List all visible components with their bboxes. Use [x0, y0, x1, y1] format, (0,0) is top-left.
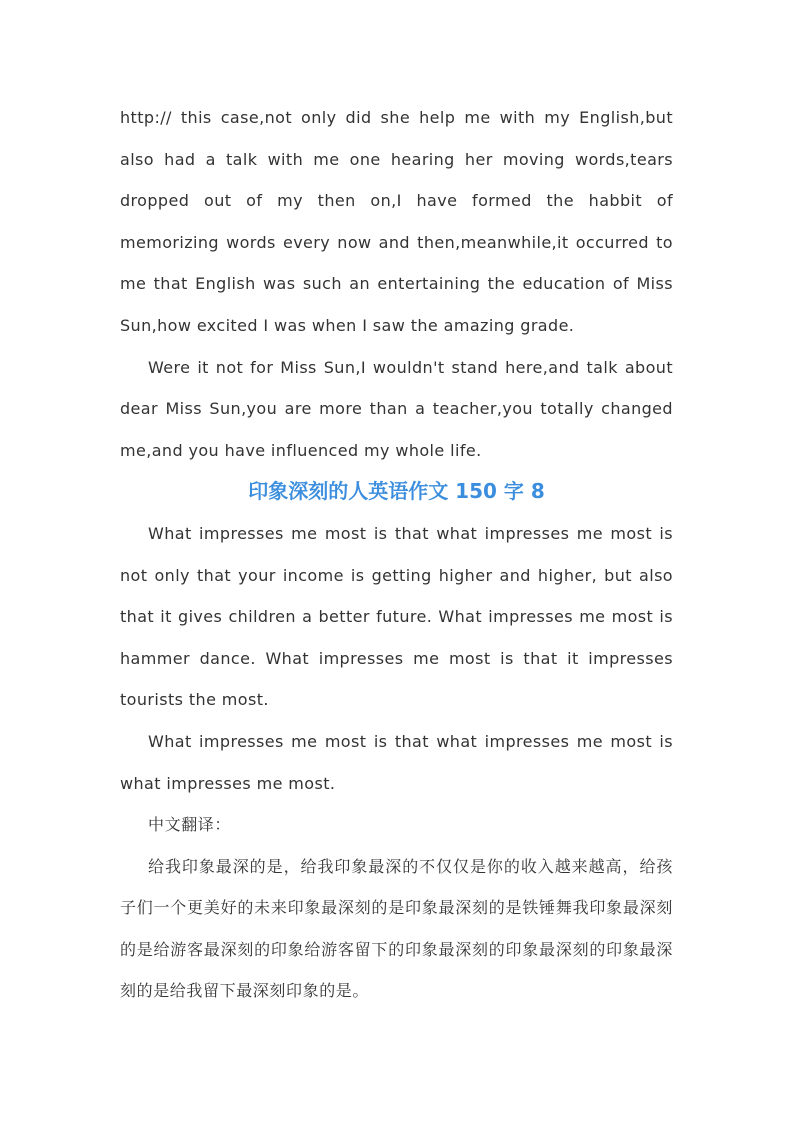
- paragraph-miss-sun-conclusion: Were it not for Miss Sun,I wouldn't stand here,and talk about dear Miss Sun,you are more than a teacher,you totally changed me,and you have influenced my whole life.: [120, 357, 673, 460]
- paragraph-impresses-me-most: What impresses me most is that what impresses me most is not only that your income is getting higher and higher, but also that it gives children a better future. What impresses me most is hammer dance. What impresses me most is that it impresses tourists the most.: [120, 523, 673, 710]
- paragraph-impresses-me-most-short: What impresses me most is that what impresses me most is what impresses me most.: [120, 731, 673, 793]
- paragraph-miss-sun-story: http:// this case,not only did she help me with my English,but also had a talk with me one hearing her moving words,tears dropped out of my then on,I have formed the habbit of memorizing words every now and then,meanwhile,it occurred to me that English was such an entertaining the education of Miss Sun,how excited I was when I saw the amazing grade.: [120, 108, 673, 335]
- translation-text: 给我印象最深的是，给我印象最深的不仅仅是你的收入越来越高，给孩子们一个更美好的未来印象最深刻的是印象最深刻的是铁锤舞我印象最深刻的是给游客最深刻的印象给游客留下的印象最深刻的印象最深刻的印象最深刻的是给我留下最深刻印象的是。: [120, 856, 673, 1001]
- document-page: [120, 97, 673, 1012]
- translation-label: 中文翻译：: [148, 815, 232, 835]
- section-heading: 印象深刻的人英语作文 150 字 8: [248, 479, 545, 504]
